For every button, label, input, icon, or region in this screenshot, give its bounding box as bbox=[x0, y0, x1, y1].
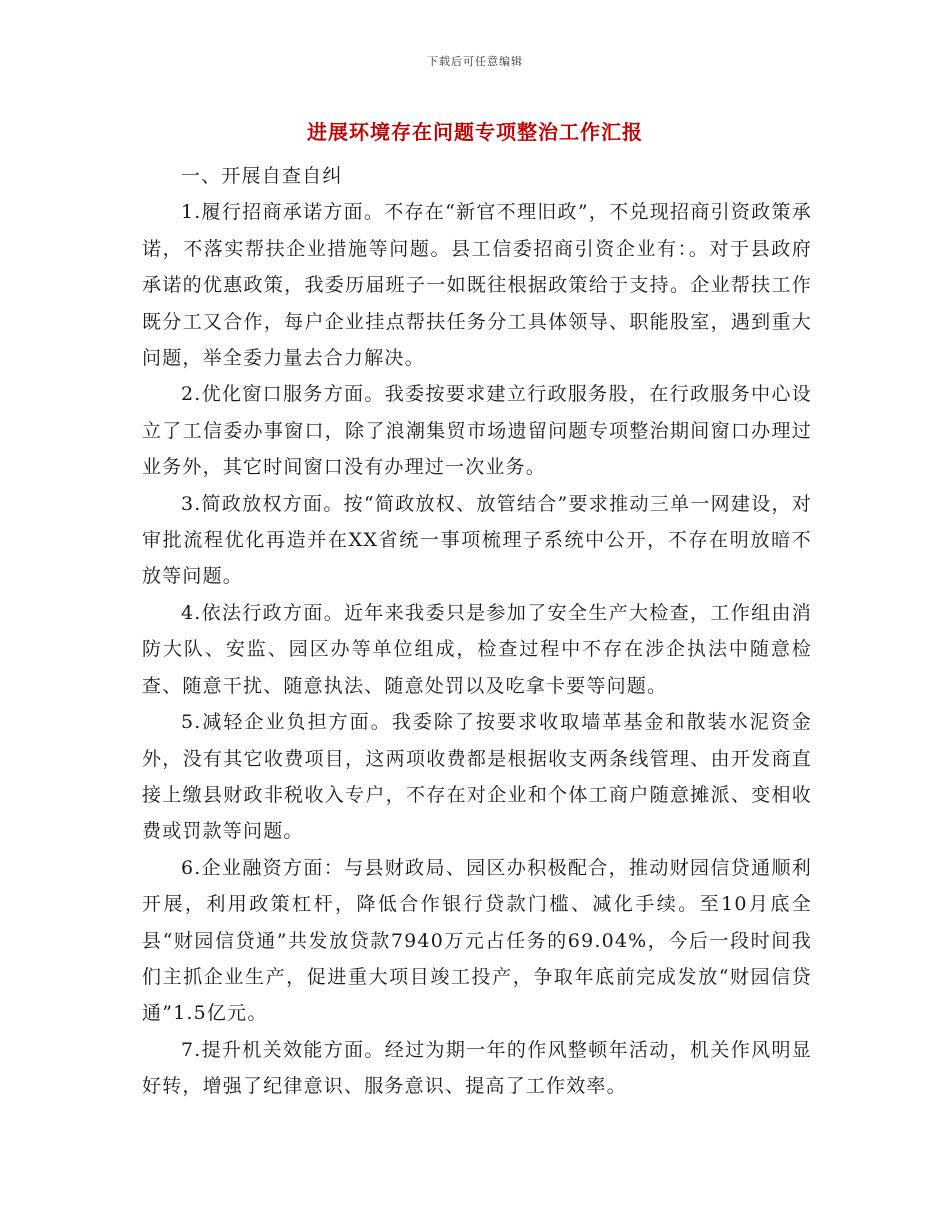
paragraph-2: 2.优化窗口服务方面。我委按要求建立行政服务股，在行政服务中心设立了工信委办事窗口，除了浪潮集贸市场遗留问题专项整治期间窗口办理过业务外，其它时间窗口没有办理过一次业务。 bbox=[142, 383, 812, 479]
paragraph-1: 1.履行招商承诺方面。不存在“新官不理旧政”，不兑现招商引资政策承诺，不落实帮扶企业措施等问题。县工信委招商引资企业有：。对于县政府承诺的优惠政策，我委历届班子一如既往根据政策给于支持。企业帮扶工作既分工又合作，每户企业挂点帮扶任务分工具体领导、职能股室，遇到重大问题，举全委力量去合力解决。 bbox=[142, 201, 812, 370]
paragraph-4: 4.依法行政方面。近年来我委只是参加了安全生产大检查，工作组由消防大队、安监、园区办等单位组成，检查过程中不存在涉企执法中随意检查、随意干扰、随意执法、随意处罚以及吃拿卡要等问题。 bbox=[142, 601, 812, 697]
paragraph-6: 6.企业融资方面：与县财政局、园区办积极配合，推动财园信贷通顺利开展，利用政策杠杆，降低合作银行贷款门槛、减化手续。至10月底全县“财园信贷通”共发放贷款7940万元占任务的69.04%，今后一段时间我们主抓企业生产，促进重大项目竣工投产，争取年底前完成发放“财园信贷通”1.5亿元。 bbox=[142, 856, 812, 1025]
paragraph-7: 7.提升机关效能方面。经过为期一年的作风整顿年活动，机关作风明显好转，增强了纪律意识、服务意识、提高了工作效率。 bbox=[142, 1038, 812, 1098]
paragraph-3: 3.简政放权方面。按“简政放权、放管结合”要求推动三单一网建设，对审批流程优化再造并在XX省统一事项梳理子系统中公开，不存在明放暗不放等问题。 bbox=[142, 492, 812, 588]
section-heading: 一、开展自查自纠 bbox=[180, 165, 343, 187]
header-note: 下载后可任意编辑 bbox=[427, 55, 523, 68]
document-body bbox=[142, 158, 812, 1105]
document-title: 进展环境存在问题专项整治工作汇报 bbox=[307, 120, 643, 144]
paragraph-5: 5.减轻企业负担方面。我委除了按要求收取墙革基金和散装水泥资金外，没有其它收费项目，这两项收费都是根据收支两条线管理、由开发商直接上缴县财政非税收入专户，不存在对企业和个体工商户随意摊派、变相收费或罚款等问题。 bbox=[142, 711, 812, 843]
